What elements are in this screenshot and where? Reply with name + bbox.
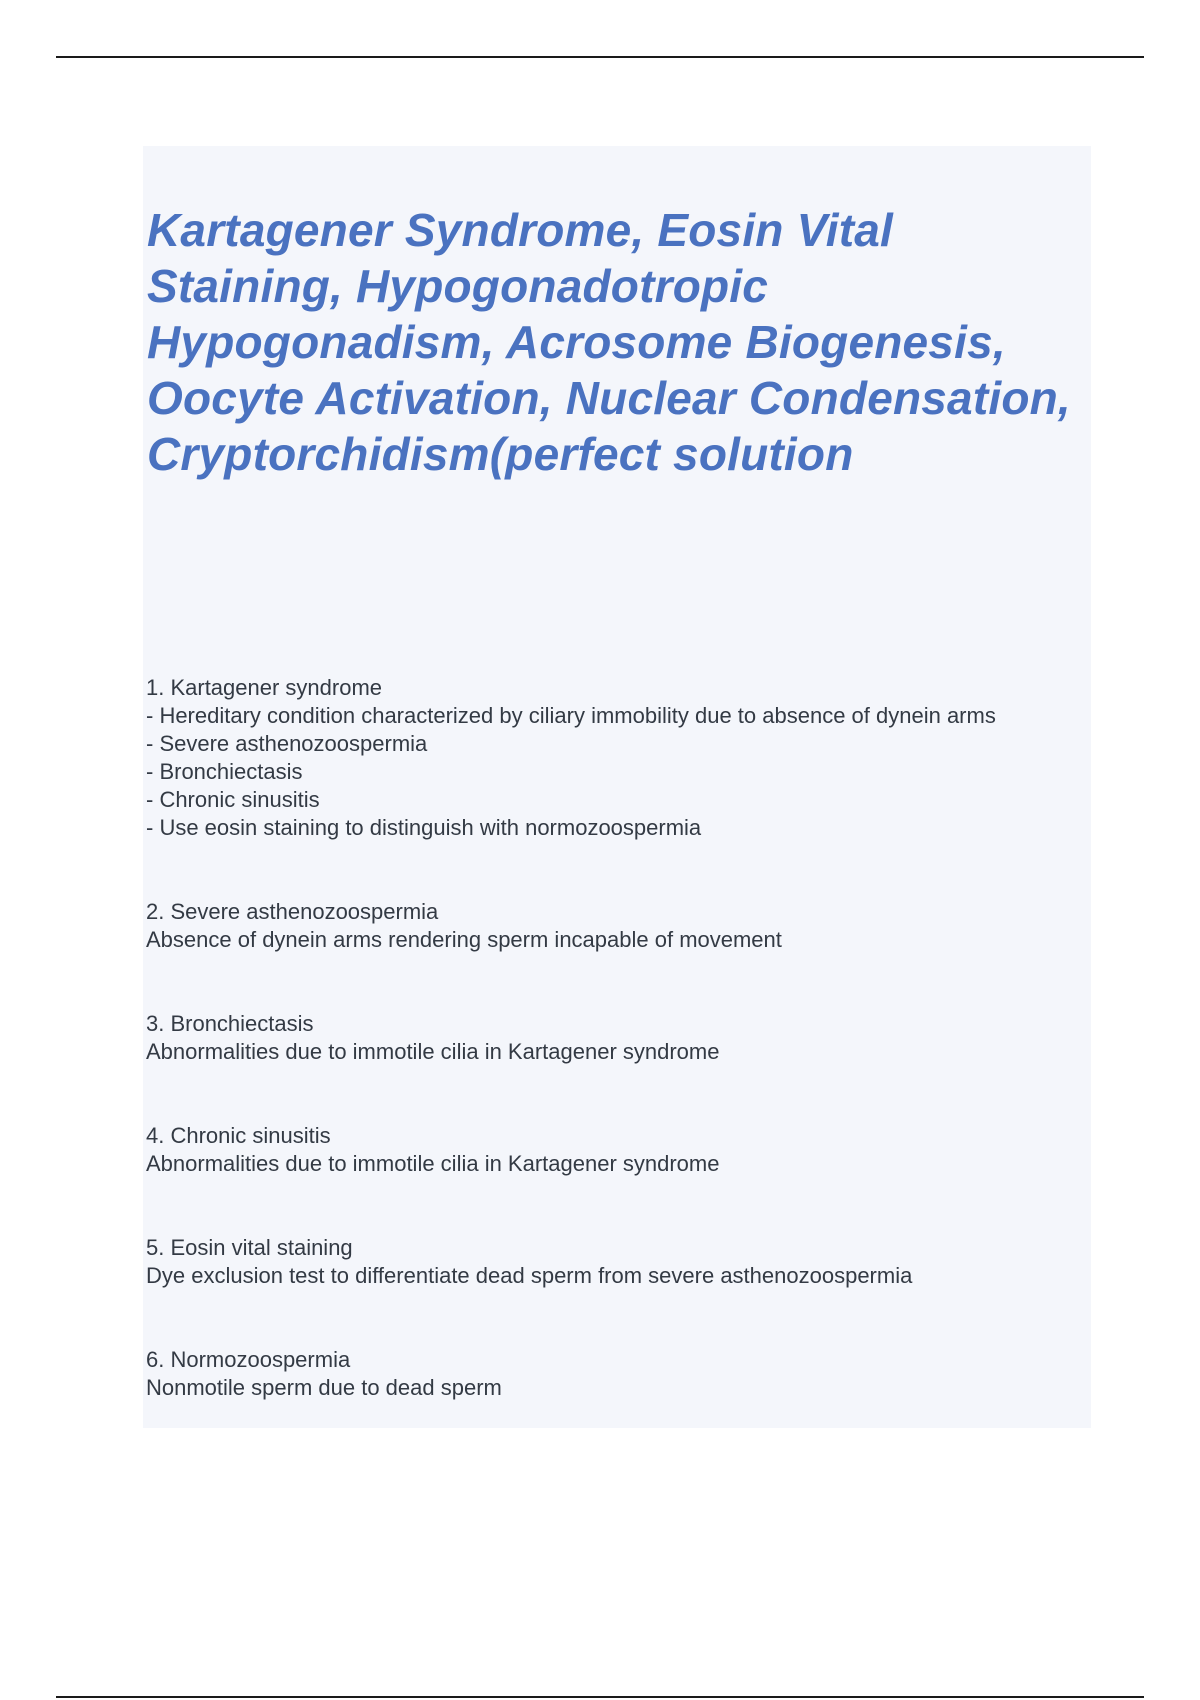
entry-heading: 2. Severe asthenozoospermia	[146, 899, 439, 924]
entry-item	[146, 1010, 1086, 1066]
entry-line: - Chronic sinusitis	[146, 787, 320, 812]
entry-list	[146, 674, 1086, 1458]
document-title: Kartagener Syndrome, Eosin Vital Staining, Hypogonadotropic Hypogonadism, Acrosome Biogenesis, Oocyte Activation, Nuclear Condensation, Cryptorchidism(perfect solution	[147, 204, 1071, 480]
bottom-rule	[56, 1696, 1144, 1698]
entry-line: Absence of dynein arms rendering sperm incapable of movement	[146, 927, 782, 952]
entry-heading: 5. Eosin vital staining	[146, 1235, 353, 1260]
entry-line: - Bronchiectasis	[146, 759, 303, 784]
entry-item	[146, 898, 1086, 954]
entry-line: - Use eosin staining to distinguish with normozoospermia	[146, 815, 702, 840]
entry-line: Abnormalities due to immotile cilia in Kartagener syndrome	[146, 1151, 720, 1176]
entry-item	[146, 674, 1086, 842]
entry-line: - Severe asthenozoospermia	[146, 731, 428, 756]
entry-line: Dye exclusion test to differentiate dead sperm from severe asthenozoospermia	[146, 1263, 913, 1288]
document-card	[143, 146, 1091, 1428]
entry-heading: 3. Bronchiectasis	[146, 1011, 314, 1036]
entry-item	[146, 1122, 1086, 1178]
entry-line: Nonmotile sperm due to dead sperm	[146, 1375, 502, 1400]
entry-heading: 6. Normozoospermia	[146, 1347, 351, 1372]
entry-heading: 1. Kartagener syndrome	[146, 675, 383, 700]
entry-heading: 4. Chronic sinusitis	[146, 1123, 331, 1148]
entry-line: - Hereditary condition characterized by ciliary immobility due to absence of dynein arms	[146, 703, 996, 728]
top-rule	[56, 56, 1144, 58]
entry-line: Abnormalities due to immotile cilia in Kartagener syndrome	[146, 1039, 720, 1064]
entry-item	[146, 1346, 1086, 1402]
entry-item	[146, 1234, 1086, 1290]
